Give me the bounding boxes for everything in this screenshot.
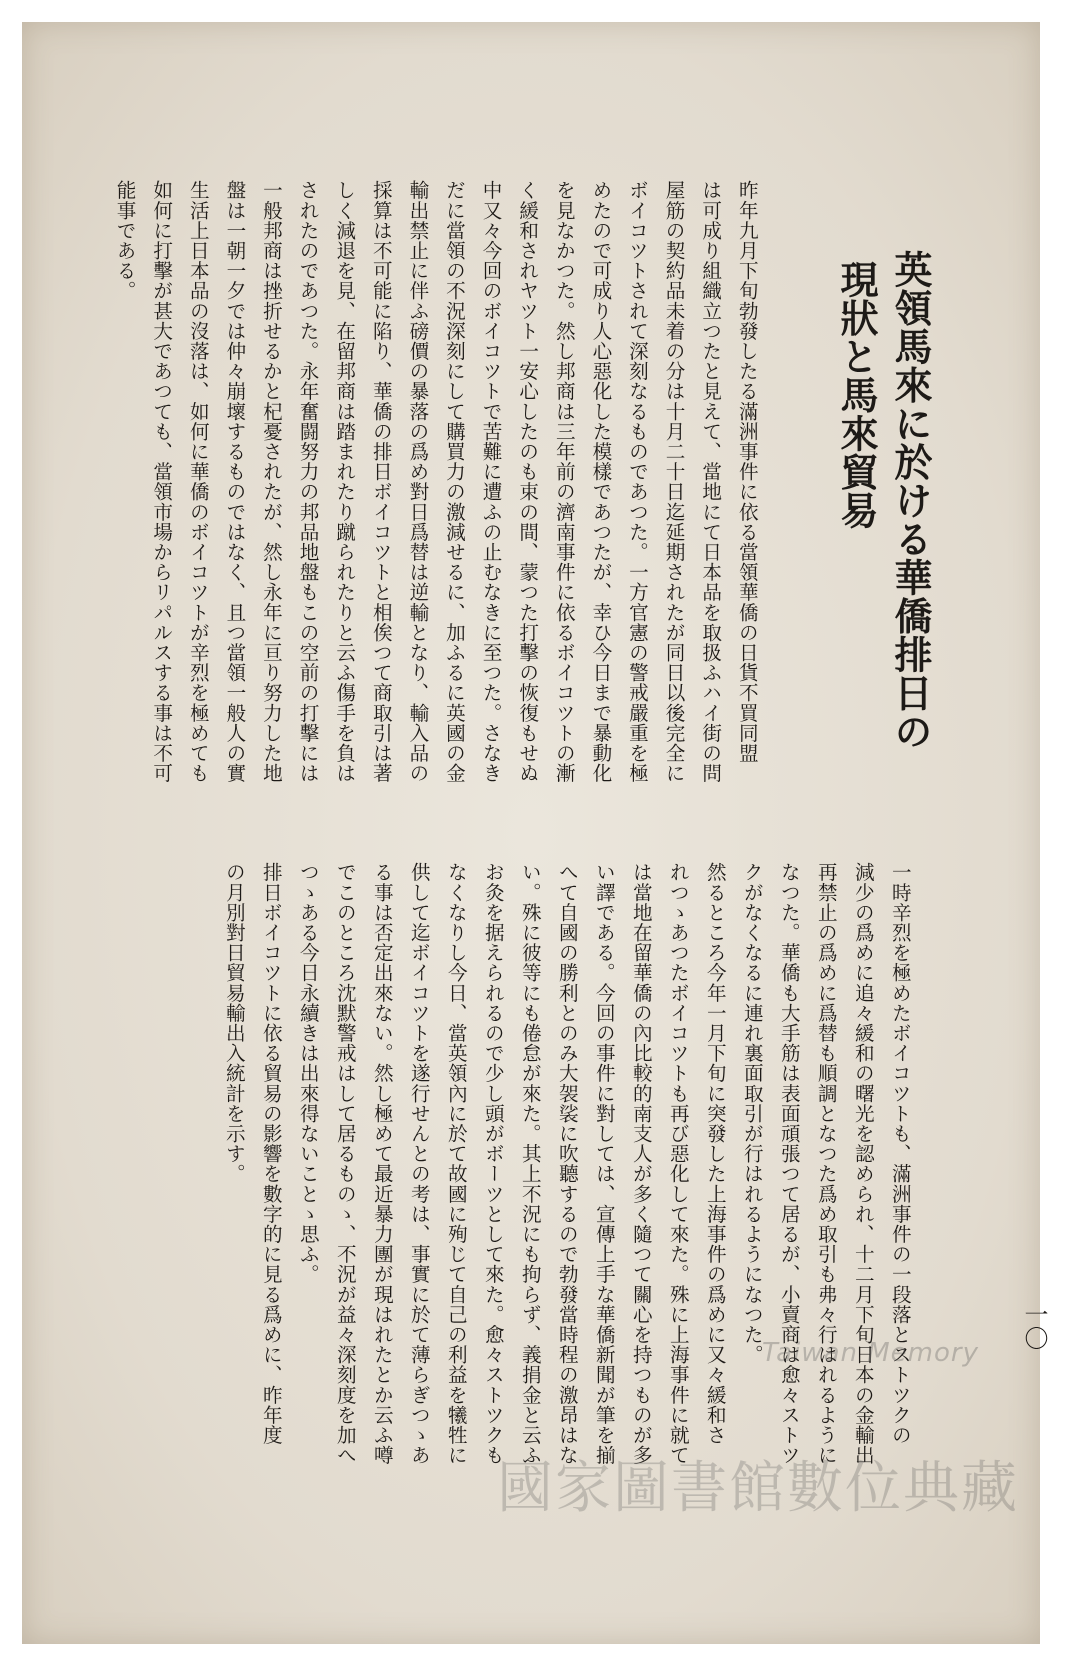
lower-column-15: る事は否定出來ない。然し極めて最近暴力團が現はれたとか云ふ噂 xyxy=(370,862,394,1465)
upper-column-16: 生活上日本品の沒落は、如何に華僑のボイコツトが辛烈を極めても xyxy=(186,180,210,783)
upper-column-13: されたのであつた。永年奮闘努力の邦品地盤もこの空前の打擊には xyxy=(296,180,320,783)
lower-column-9: い譯である。今回の事件に對しては、宣傳上手な華僑新聞が筆を揃 xyxy=(592,862,616,1465)
lower-column-12: お灸を据えられるので少し頭がボーツとして來た。愈々ストツクも xyxy=(481,862,505,1465)
upper-column-8: 中又々今回のボイコツトで苦難に遭ふの止むなきに至つた。さなき xyxy=(479,180,503,783)
upper-column-12: しく減退を見、在留邦商は踏まれたり蹴られたりと云ふ傷手を負は xyxy=(332,180,356,783)
upper-column-4: ボイコツトされて深刻なるものであつた。一方官憲の警戒嚴重を極 xyxy=(625,180,649,783)
lower-column-18: 排日ボイコツトに依る貿易の影響を數字的に見る爲めに、昨年度 xyxy=(259,862,283,1445)
lower-column-19: の月別對日貿易輸出入統計を示す。 xyxy=(222,862,246,1184)
lower-column-16: でこのところ沈默警戒はして居るものゝ、不況が益々深刻度を加へ xyxy=(333,862,357,1465)
watermark-latin: Taiwan Memory xyxy=(762,1338,979,1368)
lower-column-4: なつた。華僑も大手筋は表面頑張つて居るが、小賣商は愈々ストツ xyxy=(777,862,801,1465)
upper-column-18: 能事である。 xyxy=(113,180,137,301)
watermark-cjk: 國家圖書館數位典藏 xyxy=(497,1456,1019,1521)
lower-column-5: クがなくなるに連れ裏面取引が行はれるようになつた。 xyxy=(740,862,764,1365)
lower-column-8: は當地在留華僑の內比較的南支人が多く隨つて關心を持つものが多 xyxy=(629,862,653,1465)
upper-column-17: 如何に打擊が甚大であつても、當領市場からリパルスする事は不可 xyxy=(149,180,173,783)
upper-column-1: 昨年九月下旬勃發したる滿洲事件に依る當領華僑の日貨不買同盟 xyxy=(735,180,759,763)
lower-column-2: 減少の爲めに追々緩和の曙光を認められ、十二月下旬日本の金輸出 xyxy=(851,862,875,1465)
lower-column-6: 然るところ今年一月下旬に突發した上海事件の爲めに又々緩和さ xyxy=(703,862,727,1445)
upper-column-10: 輸出禁止に伴ふ磅價の暴落の爲め對日爲替は逆輸となり、輸入品の xyxy=(405,180,429,783)
upper-column-6: を見なかつた。然し邦商は三年前の濟南事件に依るボイコツトの漸 xyxy=(552,180,576,783)
upper-column-7: く緩和されヤツト一安心したのも束の間、蒙つた打擊の恢復もせぬ xyxy=(515,180,539,783)
lower-column-3: 再禁止の爲めに爲替も順調となつた爲め取引も弗々行はれるように xyxy=(814,862,838,1465)
upper-column-2: は可成り組織立つたと見えて、當地にて日本品を取扱ふハイ街の問 xyxy=(698,180,722,783)
book-page xyxy=(22,22,1048,1644)
upper-column-11: 採算は不可能に陷り、華僑の排日ボイコツトと相俟つて商取引は著 xyxy=(369,180,393,783)
article-title-line-1: 英領馬來に於ける華僑排日の xyxy=(888,250,932,751)
lower-column-10: へて自國の勝利とのみ大袈裟に吹聽するので勃發當時程の激昂はな xyxy=(555,862,579,1465)
lower-column-7: れつゝあつたボイコツトも再び惡化して來た。殊に上海事件に就て xyxy=(666,862,690,1465)
lower-column-17: つゝある今日永續きは出來得ないことゝ思ふ。 xyxy=(296,862,320,1285)
lower-column-13: なくなりし今日、當英領內に於て故國に殉じて自己の利益を犧牲に xyxy=(444,862,468,1465)
upper-column-9: だに當領の不況深刻にして購買力の激減せるに、加ふるに英國の金 xyxy=(442,180,466,783)
lower-column-14: 供して迄ボイコツトを遂行せんとの考は、事實に於て薄らぎつゝあ xyxy=(407,862,431,1465)
upper-column-15: 盤は一朝一夕では仲々崩壞するものではなく、且つ當領一般人の實 xyxy=(222,180,246,783)
lower-column-11: い。殊に彼等にも倦怠が來た。其上不況にも拘らず、義捐金と云ふ xyxy=(518,862,542,1465)
page-number: 一〇 xyxy=(1020,1302,1048,1350)
upper-column-3: 屋筋の契約品未着の分は十月二十日迄延期されたが同日以後完全に xyxy=(662,180,686,783)
upper-column-5: めたので可成り人心惡化した模樣であつたが、幸ひ今日まで暴動化 xyxy=(588,180,612,783)
lower-column-1: 一時辛烈を極めたボイコツトも、滿洲事件の一段落とストツクの xyxy=(888,862,912,1445)
upper-column-14: 一般邦商は挫折せるかと杞憂されたが、然し永年に亘り努力した地 xyxy=(259,180,283,783)
article-title-line-2: 現狀と馬來貿易 xyxy=(834,260,878,530)
